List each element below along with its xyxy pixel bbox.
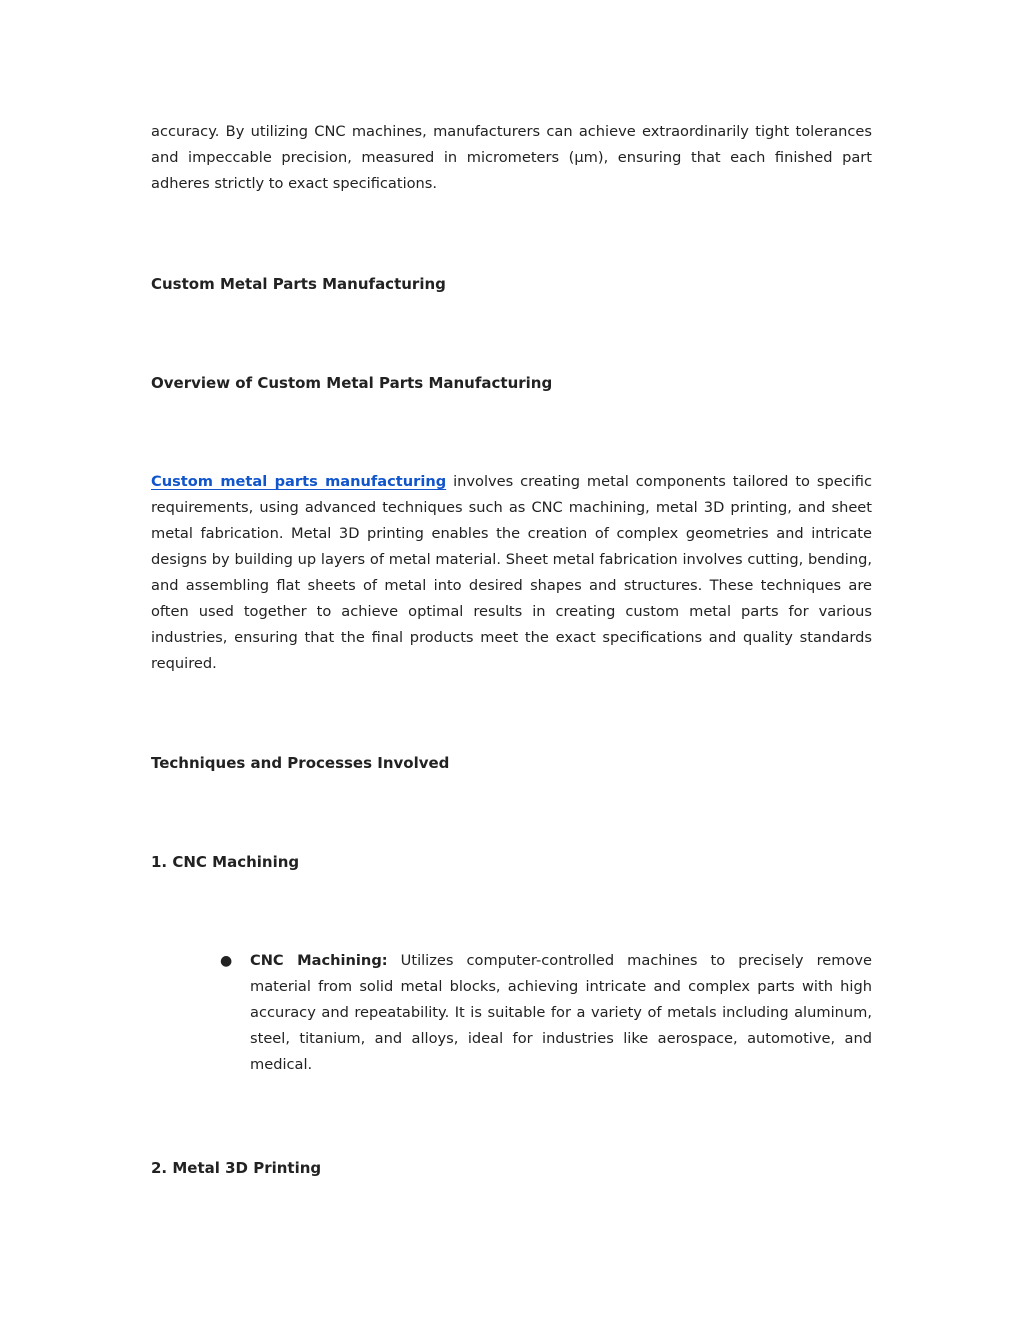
section-heading-custom-metal-parts: Custom Metal Parts Manufacturing [151, 275, 446, 293]
section-heading-cnc-machining: 1. CNC Machining [151, 853, 300, 871]
bullet-body-cnc: Utilizes computer-controlled machines to precisely remove material from solid metal blocks, achieving intricate and complex parts with high accuracy and repeatability. It is suitable for a variety of metals including aluminum, steel, titanium, and alloys, ideal for industries like aerospace, automotive, and medical. [250, 952, 872, 1073]
section-heading-metal-3d-printing: 2. Metal 3D Printing [151, 1159, 322, 1177]
intro-paragraph: accuracy. By utilizing CNC machines, manufacturers can achieve extraordinarily tight tolerances and impeccable precision, measured in micrometers (µm), ensuring that each finished part adheres strictly to exact specifications. [151, 123, 872, 192]
section-heading-techniques: Techniques and Processes Involved [151, 754, 450, 772]
overview-paragraph [151, 469, 872, 677]
bullet-icon: ● [220, 953, 233, 969]
section-heading-overview: Overview of Custom Metal Parts Manufacturing [151, 374, 553, 392]
overview-body-text: involves creating metal components tailored to specific requirements, using advanced techniques such as CNC machining, metal 3D printing, and sheet metal fabrication. Metal 3D printing enables the creation of complex geometries and intricate designs by building up layers of metal material. Sheet metal fabrication involves cutting, bending, and assembling flat sheets of metal into desired shapes and structures. These techniques are often used together to achieve optimal results in creating custom metal parts for various industries, ensuring that the final products meet the exact specifications and quality standards required. [151, 473, 873, 672]
bullet-list-item-cnc [220, 948, 872, 1078]
custom-metal-parts-link[interactable]: Custom metal parts manufacturing [151, 473, 447, 490]
bullet-text-cnc [250, 948, 872, 1078]
bullet-label-cnc: CNC Machining: [250, 952, 388, 969]
